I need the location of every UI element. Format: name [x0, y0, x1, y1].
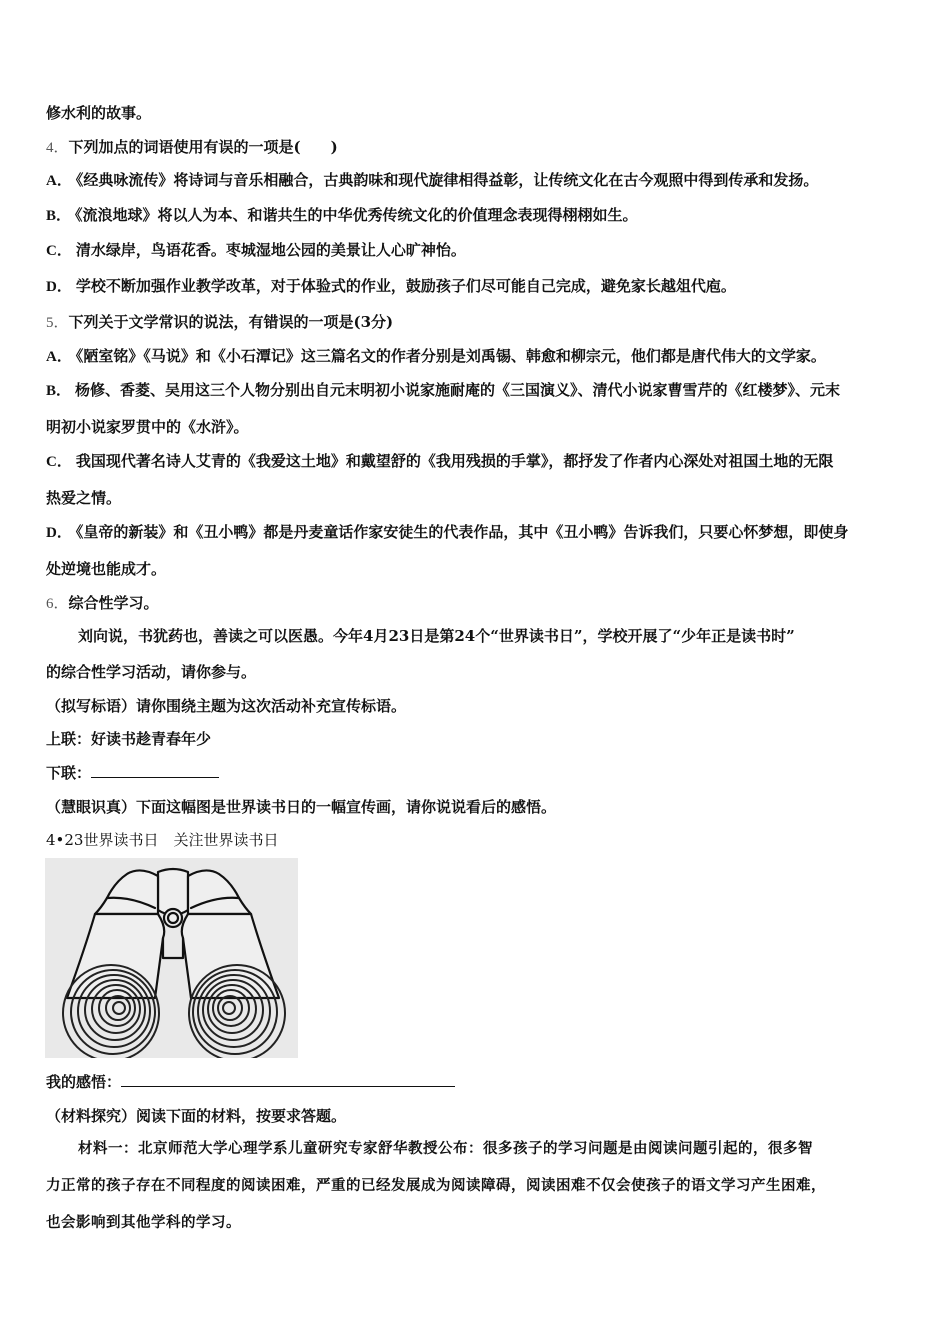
question-4-option-b: [46, 205, 638, 226]
question-text: 下列关于文学常识的说法，有错误的一项是(3分): [68, 313, 394, 331]
question-text: 下列加点的词语使用有误的一项是( ): [68, 138, 338, 156]
question-6-intro-cont: [46, 662, 256, 682]
question-6-intro: [46, 626, 795, 646]
lower-couplet: [46, 763, 219, 783]
option-text: 《流浪地球》将以人为本、和谐共生的中华优秀传统文化的价值理念表现得栩栩如生。: [75, 206, 638, 224]
question-4-option-a: [46, 170, 818, 191]
option-text: 《陋室铭》《马说》和《小石潭记》这三篇名文的作者分别是刘禹锡、韩愈和柳宗元，他们都是唐代伟大的文学家。: [75, 347, 826, 365]
question-text: 综合性学习。: [68, 594, 159, 612]
couplet-label: 下联：: [46, 764, 92, 782]
paragraph-text: 的综合性学习活动，请你参与。: [46, 663, 257, 681]
question-5-option-d-cont: [46, 559, 166, 579]
option-text: 热爱之情。: [46, 489, 122, 507]
material-one: [46, 1139, 813, 1159]
paragraph-text: 刘向说，书犹药也，善读之可以医愚。今年4月23日是第24个“世界读书日”，学校开展了“少年正是读书时”: [78, 627, 795, 645]
question-5-option-c: [46, 451, 833, 472]
my-feeling-row: [46, 1072, 455, 1092]
lower-couplet-answer-blank[interactable]: [91, 763, 219, 778]
option-text: 我国现代著名诗人艾青的《我爱这土地》和戴望舒的《我用残损的手掌》，都抒发了作者内心深处对祖国土地的无限: [75, 452, 834, 470]
task-text: （拟写标语）请你围绕主题为这次活动补充宣传标语。: [46, 697, 407, 715]
question-5-option-c-cont: [46, 488, 121, 508]
option-text: 清水绿岸，鸟语花香。枣城湿地公园的美景让人心旷神怡。: [75, 241, 466, 259]
task-text: （材料探究）阅读下面的材料，按要求答题。: [46, 1107, 347, 1125]
feeling-answer-blank[interactable]: [121, 1072, 455, 1087]
question-6-task-material: [46, 1106, 346, 1126]
option-text: 学校不断加强作业教学改革，对于体验式的作业，鼓励孩子们尽可能自己完成，避免家长越俎代庖。: [75, 277, 736, 295]
question-5-stem: [46, 312, 393, 333]
option-label: B．: [46, 383, 72, 399]
option-label: A．: [46, 349, 72, 365]
text: 修水利的故事。: [46, 104, 152, 122]
option-label: B．: [46, 208, 72, 224]
question-number: 4．: [46, 140, 69, 156]
question-number: 5．: [46, 315, 69, 331]
option-text: 明初小说家罗贯中的《水浒》。: [46, 418, 249, 436]
question-5-option-d: [46, 522, 848, 543]
question-6-task-slogan: [46, 696, 406, 716]
question-6-stem: [46, 593, 159, 614]
question-5-option-a: [46, 346, 826, 367]
poster-caption: [46, 830, 278, 850]
question-5-option-b: [46, 380, 840, 401]
continued-text: [46, 103, 151, 123]
question-6-task-picture: [46, 797, 556, 817]
material-one-cont-1: [46, 1176, 826, 1196]
option-text: 杨修、香菱、吴用这三个人物分别出自元末明初小说家施耐庵的《三国演义》、清代小说家曹雪芹的《红楼梦》、元末: [75, 381, 841, 399]
question-5-option-b-cont: [46, 417, 249, 437]
question-4-stem: [46, 137, 338, 158]
caption-text: 4•23世界读书日 关注世界读书日: [46, 831, 279, 849]
option-text: 处逆境也能成才。: [46, 560, 167, 578]
task-text: （慧眼识真）下面这幅图是世界读书日的一幅宣传画，请你说说看后的感悟。: [46, 798, 557, 816]
option-text: 《经典咏流传》将诗词与音乐相融合，古典韵味和现代旋律相得益彰，让传统文化在古今观照中得到传承和发扬。: [75, 171, 819, 189]
upper-couplet: [46, 729, 211, 749]
option-text: 《皇帝的新装》和《丑小鸭》都是丹麦童话作家安徒生的代表作品，其中《丑小鸭》告诉我们，只要心怀梦想，即使身: [75, 523, 849, 541]
material-text: 力正常的孩子存在不同程度的阅读困难，严重的已经发展成为阅读障碍，阅读困难不仅会使孩子的语文学习产生困难，: [46, 1178, 826, 1194]
question-4-option-d: [46, 276, 736, 297]
world-book-day-poster-image: [45, 858, 298, 1058]
option-label: A．: [46, 173, 72, 189]
material-text: 材料一：北京师范大学心理学系儿童研究专家舒华教授公布：很多孩子的学习问题是由阅读问题引起的，很多智: [78, 1141, 813, 1157]
option-label: C．: [46, 243, 72, 259]
question-number: 6．: [46, 596, 69, 612]
material-text: 也会影响到其他学科的学习。: [46, 1215, 241, 1231]
feeling-label: 我的感悟：: [46, 1073, 122, 1091]
option-label: C．: [46, 454, 72, 470]
option-label: D．: [46, 525, 72, 541]
binoculars-books-icon: [45, 858, 298, 1058]
question-4-option-c: [46, 240, 466, 261]
option-label: D．: [46, 279, 72, 295]
couplet-text: 上联：好读书趁青春年少: [46, 730, 212, 748]
material-one-cont-2: [46, 1213, 241, 1233]
